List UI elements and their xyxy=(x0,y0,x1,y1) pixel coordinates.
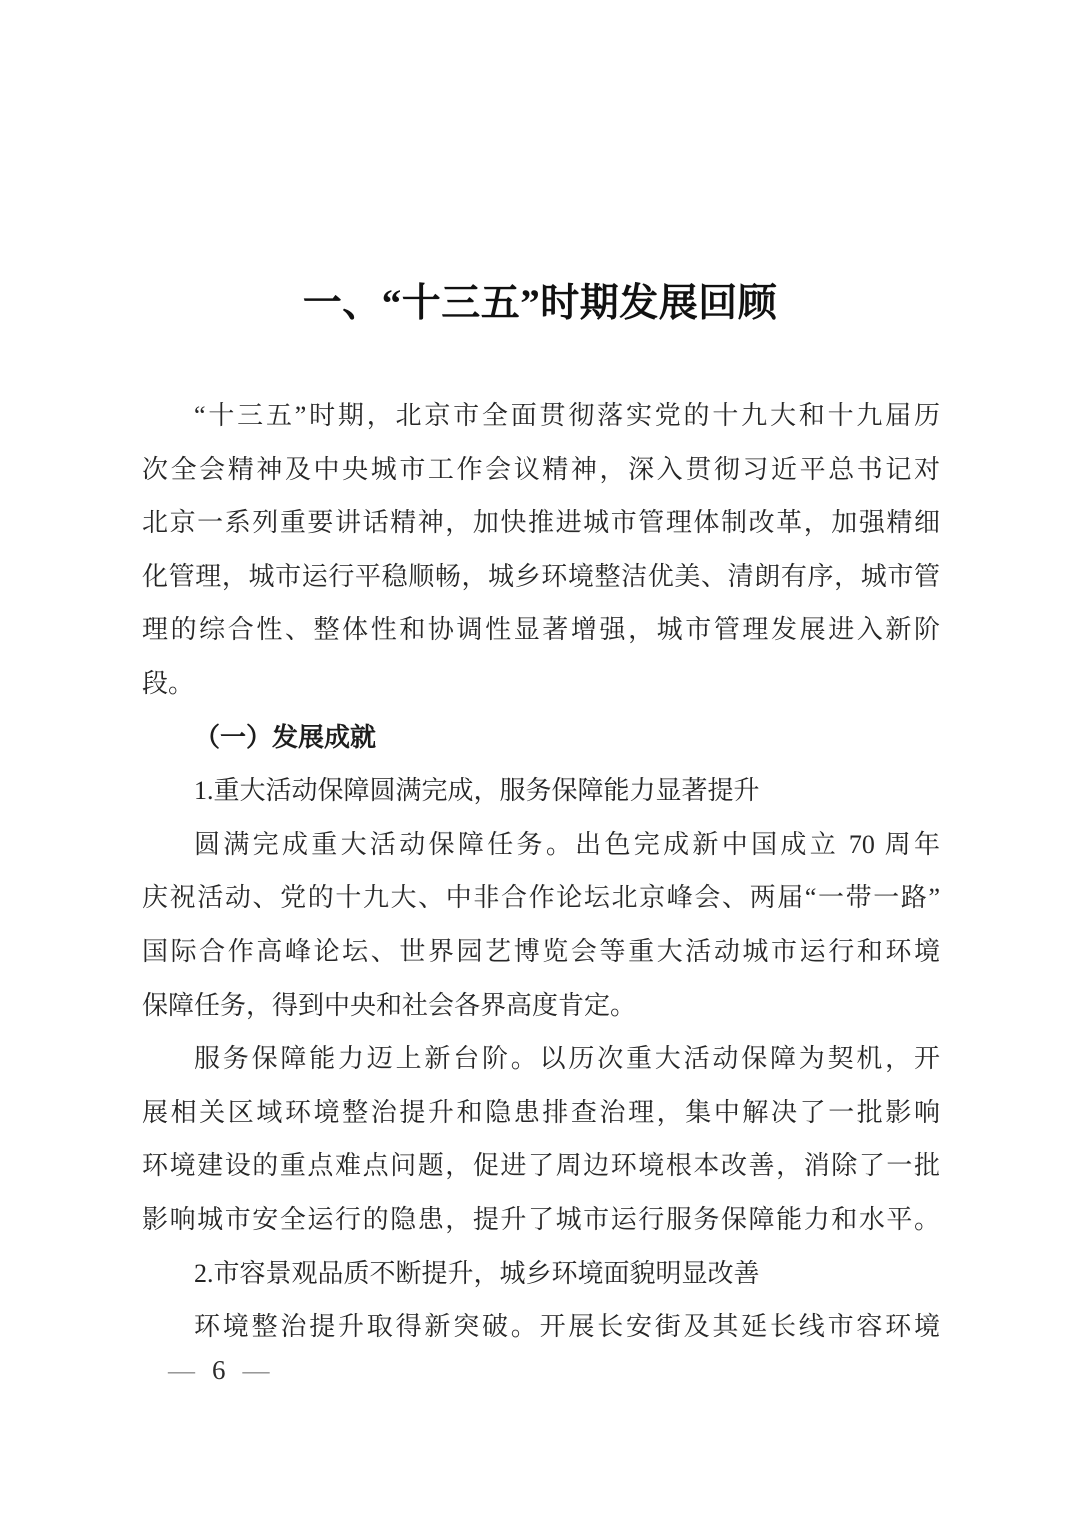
paragraph-line: 环境整治提升取得新突破。开展长安街及其延长线市容环境 xyxy=(194,1312,940,1342)
paragraph-line: “十三五”时期，北京市全面贯彻落实党的十九大和十九届历 xyxy=(194,401,940,430)
paragraph-line: 国际合作高峰论坛、世界园艺博览会等重大活动城市运行和环境 xyxy=(142,936,940,966)
page-footer xyxy=(168,1355,270,1385)
paragraph-line: 展相关区域环境整治提升和隐患排查治理，集中解决了一批影响 xyxy=(142,1097,940,1127)
page-number: 6 xyxy=(212,1355,226,1385)
paragraph-line: 北京一系列重要讲话精神，加快推进城市管理体制改革，加强精细 xyxy=(142,508,940,538)
paragraph-line: 圆满完成重大活动保障任务。出色完成新中国成立 70 周年 xyxy=(194,829,940,859)
paragraph-line: 理的综合性、整体性和协调性显著增强，城市管理发展进入新阶 xyxy=(142,615,940,645)
section-heading: （一）发展成就 xyxy=(194,722,377,752)
paragraph-line: 庆祝活动、党的十九大、中非合作论坛北京峰会、两届“一带一路” xyxy=(142,883,940,913)
paragraph-line: 段。 xyxy=(142,668,195,698)
document-body xyxy=(142,389,940,1354)
paragraph-line: 化管理，城市运行平稳顺畅，城乡环境整洁优美、清朗有序，城市管 xyxy=(142,561,940,591)
numbered-item-heading: 2.市容景观品质不断提升，城乡环境面貌明显改善 xyxy=(194,1258,760,1288)
paragraph-line: 次全会精神及中央城市工作会议精神，深入贯彻习近平总书记对 xyxy=(142,454,940,484)
paragraph-line: 影响城市安全运行的隐患，提升了城市运行服务保障能力和水平。 xyxy=(142,1204,940,1234)
paragraph-line: 服务保障能力迈上新台阶。以历次重大活动保障为契机，开 xyxy=(194,1044,940,1074)
footer-dash-left: — xyxy=(168,1355,195,1385)
page-title: 一、“十三五”时期发展回顾 xyxy=(302,282,778,325)
paragraph-line: 环境建设的重点难点问题，促进了周边环境根本改善，消除了一批 xyxy=(142,1151,940,1181)
footer-dash-right: — xyxy=(242,1355,270,1385)
numbered-item-heading: 1.重大活动保障圆满完成，服务保障能力显著提升 xyxy=(194,776,760,806)
paragraph-line: 保障任务，得到中央和社会各界高度肯定。 xyxy=(142,990,637,1020)
